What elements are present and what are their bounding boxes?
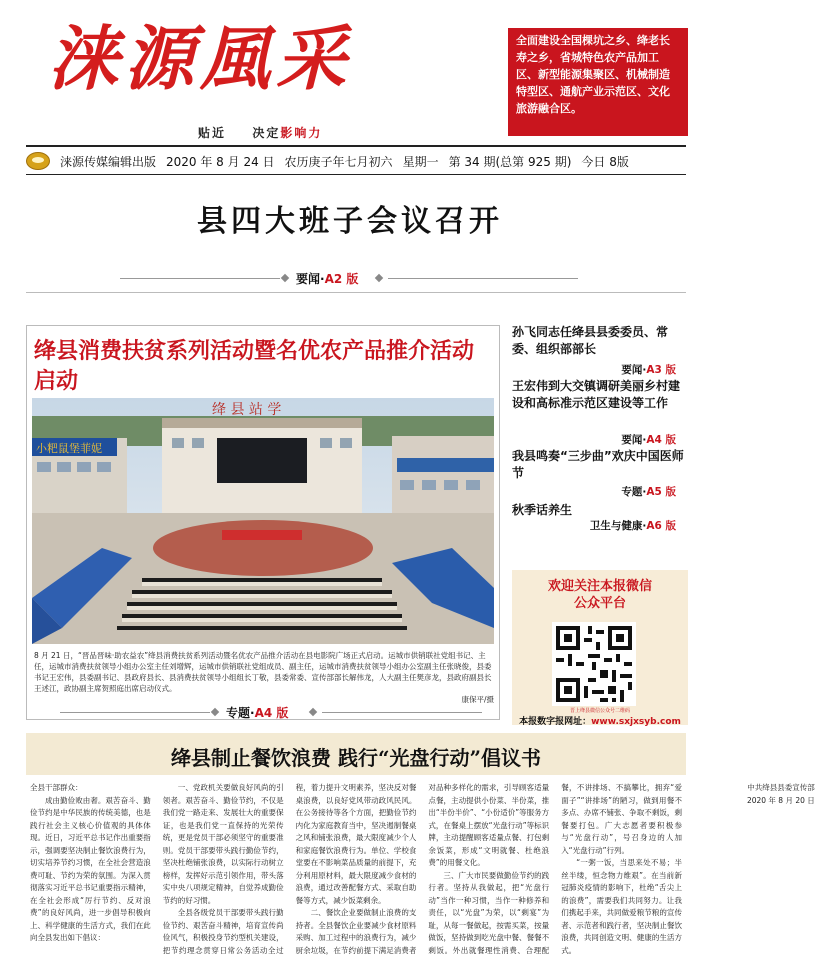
article-title: 绛县制止餐饮浪费 践行“光盘行动”倡议书 bbox=[171, 746, 541, 770]
feature-page-ref[interactable] bbox=[226, 704, 288, 721]
lunar-date: 农历庚子年七月初六 bbox=[284, 154, 393, 169]
divider bbox=[388, 278, 578, 279]
weekday: 星期一 bbox=[402, 154, 439, 169]
index-item-ref[interactable] bbox=[512, 518, 676, 533]
ref-page: A6 版 bbox=[646, 520, 676, 532]
ref-page: A4 版 bbox=[254, 706, 289, 720]
masthead-rule bbox=[26, 145, 686, 147]
index-item-title[interactable]: 秋季话养生 bbox=[512, 503, 573, 517]
wechat-title: 欢迎关注本报微信公众平台 bbox=[547, 579, 652, 611]
banner-text: 绛 县 站 学 bbox=[212, 402, 282, 418]
event-photo-illustration bbox=[32, 398, 494, 644]
issue-number: 第 34 期(总第 925 期) bbox=[448, 154, 572, 169]
event-photo bbox=[32, 398, 494, 644]
index-item-ref[interactable] bbox=[512, 362, 676, 377]
index-item-ref[interactable] bbox=[512, 484, 676, 499]
article-signature: 中共绛县县委宣传部 bbox=[747, 783, 815, 792]
ref-label: 要闻· bbox=[296, 272, 325, 286]
ref-page: A3 版 bbox=[646, 364, 676, 376]
photo-caption bbox=[34, 650, 494, 705]
qr-code-icon[interactable] bbox=[552, 622, 636, 706]
slogan-red: 影响力 bbox=[280, 126, 323, 140]
promo-box: 全面建设全国棵坑之乡、绛老长寿之乡，省城特色农产品加工区、新型能源集聚区、机械制造特型区、通航产业示范区、文化旅游融合区。 bbox=[508, 28, 688, 136]
masthead-slogan bbox=[198, 124, 322, 141]
article-paragraph: “一粥一饭，当思来处不易；半丝半缕，恒念物力维艰”。在当前新冠肺炎疫情的影响下，杜绝“舌尖上的浪费”，需要我们共同努力。让我们携起手来，共同做爱粮节粮的宣传者、示范者和践行者，坚决制止餐饮浪费，共同创造文明、健康的生活方式。 bbox=[561, 858, 682, 955]
qr-code-graphic bbox=[552, 622, 636, 706]
website-line bbox=[512, 714, 688, 727]
page-count: 今日 8版 bbox=[581, 154, 629, 169]
publisher-logo-icon bbox=[26, 152, 50, 170]
photo-credit: 康保平/摄 bbox=[461, 695, 494, 704]
diamond-icon bbox=[281, 274, 289, 282]
ref-page: A5 版 bbox=[646, 486, 676, 498]
article-paragraph: 三、广大市民要做勤俭节约的践行者。坚持从我做起，把“光盘行动”当作一种习惯，当作一种修养和责任，以“光盘”为荣，以“剩宴”为耻，从每一餐做起，按需买菜，按量做饭，坚持做到吃光盘中餐、餐餐不剩饭。外出就餐理性消费、合理配餐，不讲排场、不搞攀比，拥弃“爱面子”“讲排场”的陋习，做到用餐不多点、办席不铺张、争取不剩饭，剩餐要打包。广大志愿者要积极参与“光盘行动”，号召身边的人加入“光盘行动”行列。 bbox=[428, 783, 682, 955]
article-sign-date: 2020 年 8 月 20 日 bbox=[746, 795, 815, 805]
info-rule bbox=[26, 174, 686, 175]
lead-page-ref[interactable] bbox=[296, 270, 358, 287]
divider bbox=[60, 712, 210, 713]
site-url[interactable]: www.sxjxsyb.com bbox=[591, 717, 681, 727]
qr-caption: 晋上绛县微信公众号二维码 bbox=[569, 708, 630, 714]
diamond-icon bbox=[375, 274, 383, 282]
ref-label: 要闻· bbox=[621, 364, 647, 376]
article-paragraph: 成由勤俭败由奢。艰苦奋斗、勤俭节约是中华民族的传统美德，也是践行社会主义核心价值观的具体体现。近日，习近平总书记作出重要指示，强调要坚决制止餐饮浪费行为，切实培养节约习惯，在全社会营造浪费可耻、节约为荣的氛围。为深入贯彻落实习近平总书记重要指示精神，在全社会形成“厉行节约、反对浪费”的良好风尚，进一步倡导积极向上、科学健康的生活方式，我们在此向全县发出如下倡议： bbox=[30, 795, 151, 942]
article-paragraph: 一、党政机关要做良好风尚的引领者。艰苦奋斗、勤俭节约，不仅是我们党一路走来、发展壮大的重要保证，也是我们党一直保持的光荣传统，更是党员干部必须坚守的重要准则。党员干部要带头践行勤俭节约，坚决杜绝铺张浪费，以实际行动树立榜样，发挥好示范引领作用，带头落实中央八项规定精神，自觉养成勤俭节约的好习惯。 bbox=[162, 783, 284, 905]
feature-title: 绛县消费扶贫系列活动暨名优农产品推介活动启动 bbox=[34, 338, 475, 394]
ref-label: 专题· bbox=[621, 486, 647, 498]
section-rule bbox=[26, 292, 686, 293]
slogan-suffix: 决定 bbox=[252, 126, 281, 140]
ref-label: 要闻· bbox=[621, 434, 647, 446]
site-label: 本报数字报网址： bbox=[519, 717, 592, 727]
newspaper-masthead: 涞源風采 bbox=[48, 17, 352, 100]
article-body bbox=[30, 782, 815, 957]
caption-text: 8 月 21 日，“晋品晋味·助农益农”绛县消费扶贫系列活动暨名优农产品推介活动在县电影院广场正式启动。运城市供销联社党组书记、主任，运城市消费扶贫领导小组办公室主任刘增辉，运城市供销联社党组成员、副主任，运城市消费扶贫领导小组办公室副主任张晓俊，县委书记王宏伟，县委副书记、县政府县长、县消费扶贫领导小组组长丁敬，县委常委、宣传部部长解伟龙，人大副主任樊彦龙，县政府副县长王述江，政协副主席贺照庭出席启动仪式。 bbox=[34, 651, 492, 693]
index-item-title[interactable]: 孙飞同志任绛县县委委员、常委、组织部部长 bbox=[512, 325, 669, 356]
divider bbox=[120, 278, 280, 279]
publisher: 涞源传媒编辑出版 bbox=[60, 154, 157, 169]
article-greeting: 全县干部群众： bbox=[30, 783, 83, 792]
issue-info-bar bbox=[26, 150, 686, 172]
ref-label: 卫生与健康· bbox=[589, 520, 647, 532]
issue-date: 2020 年 8 月 24 日 bbox=[166, 154, 275, 169]
lead-headline: 县四大班子会议召开 bbox=[197, 204, 503, 239]
index-item-title[interactable]: 我县鸣奏“三步曲”欢庆中国医师节 bbox=[512, 449, 684, 480]
divider bbox=[322, 712, 482, 713]
index-item-title[interactable]: 王宏伟到大交镇调研美丽乡村建设和高标准示范区建设等工作 bbox=[512, 379, 681, 410]
article-paragraph: 二、餐饮企业要做制止浪费的支持者。全县餐饮企业要减少食材原料采购、加工过程中的浪费行为，减少厨余垃圾，在节约前提下满足消费者对品种多样化的需求，引导顾客适量点餐，主动提供小份菜、半份菜，推出“半份半价”、“小份适价”等服务方式，在餐桌上摆放“光盘行动”等标识牌，主动提醒顾客适量点餐、打包剩余饭菜，形成“文明就餐、杜绝浪费”的用餐文化。 bbox=[295, 783, 550, 955]
ref-page: A2 版 bbox=[324, 272, 359, 286]
slogan-prefix: 贴近 bbox=[198, 126, 227, 140]
article-paragraph: 全县各级党员干部要带头践行勤俭节约、艰苦奋斗精神，培育宣传尚俭风气，积极投身节约型机关建设，把节约理念贯穿日常公务活动全过程，着力提升文明素养，坚决反对餐桌浪费，以良好党风带动政风民风。在公务接待等各个方面，把勤俭节约内化为家庭教育当中，坚决遏制餐桌之风和铺张浪费，最大限度减少个人和家庭餐饮浪费行为。单位、学校食堂要在不影响菜品质量的前提下，充分利用原材料，最大限度减少食材的浪费，通过改善配餐方式、采取自助餐等方式，减少饭菜剩余。 bbox=[162, 783, 417, 955]
index-item-ref[interactable] bbox=[512, 432, 676, 447]
ref-page: A4 版 bbox=[646, 434, 676, 446]
ref-label: 专题· bbox=[226, 706, 255, 720]
svg-text:小粑鼠堡菲妮: 小粑鼠堡菲妮 bbox=[36, 442, 102, 455]
